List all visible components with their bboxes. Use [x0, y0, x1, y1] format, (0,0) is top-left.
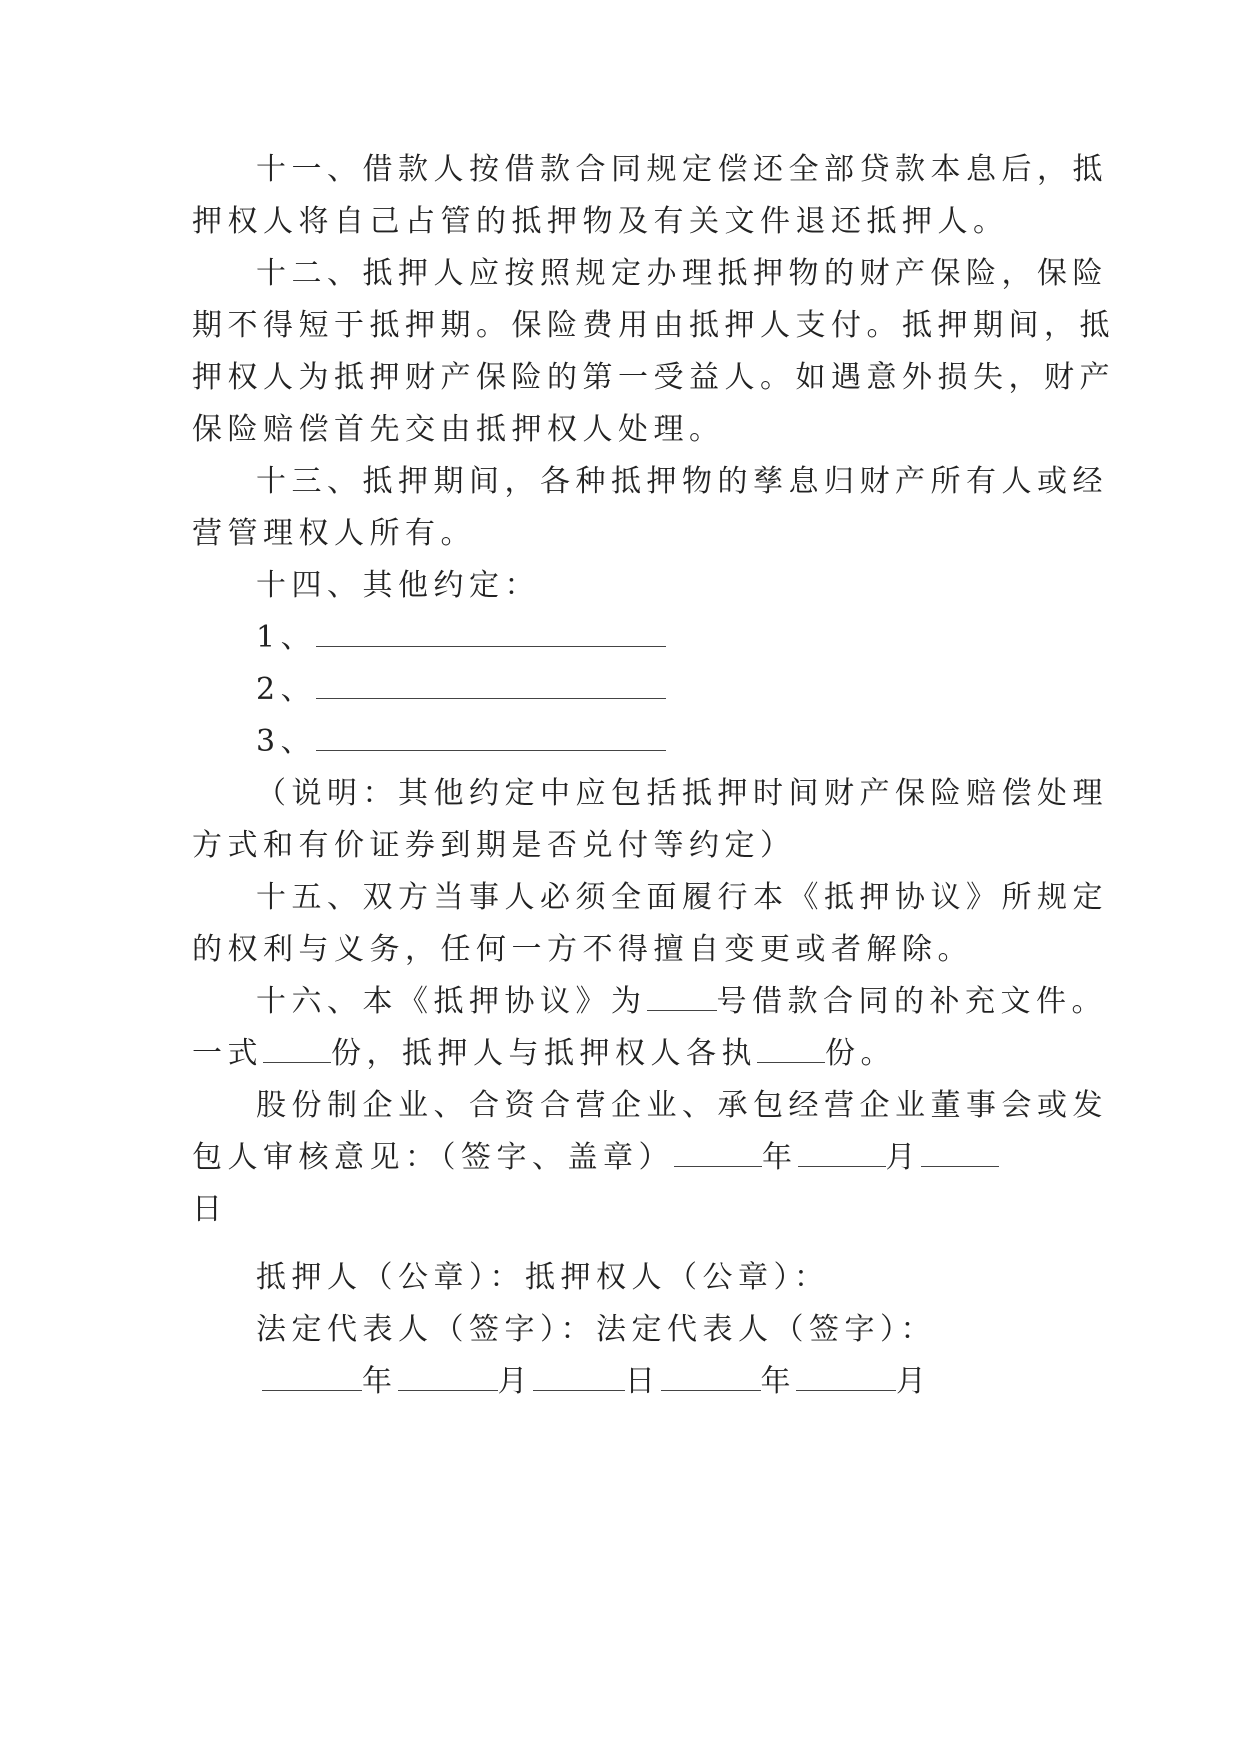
clause-12-line-3: 押权人为抵押财产保险的第一受益人。如遇意外损失，财产: [192, 360, 1115, 395]
year-blank: [661, 1364, 761, 1391]
year-label: 年: [762, 1140, 798, 1175]
item-number: 1、: [256, 620, 317, 655]
signature-seal-line: 抵押人（公章）：抵押权人（公章）：: [256, 1260, 830, 1295]
clause-16-text-e: 份。: [825, 1036, 896, 1071]
year-blank: [262, 1364, 362, 1391]
day-blank: [921, 1140, 999, 1167]
clause-16-text-a: 十六、本《抵押协议》为: [256, 984, 647, 1019]
contract-number-blank: [647, 984, 717, 1011]
day-label: 日: [625, 1364, 661, 1399]
month-label: 月: [885, 1140, 921, 1175]
review-text: 包人审核意见：（签字、盖章）: [192, 1140, 674, 1175]
year-label: 年: [362, 1364, 398, 1399]
clause-13-line-1: 十三、抵押期间，各种抵押物的孳息归财产所有人或经: [256, 464, 1108, 499]
review-line-1: 股份制企业、合资合营企业、承包经营企业董事会或发: [256, 1088, 1108, 1123]
month-label: 月: [896, 1364, 932, 1399]
blank-line: [316, 724, 666, 751]
copies-blank: [263, 1036, 331, 1063]
clause-16-line-1: [256, 982, 1107, 1022]
clause-12-line-4: 保险赔偿首先交由抵押权人处理。: [192, 412, 725, 447]
signature-representative-line: 法定代表人（签字）：法定代表人（签字）：: [256, 1312, 936, 1347]
review-line-2: [192, 1138, 999, 1178]
each-copies-blank: [757, 1036, 825, 1063]
blank-line: [316, 672, 666, 699]
clause-16-text-d: 份，抵押人与抵押权人各执: [331, 1036, 757, 1071]
other-agreement-item-2: [256, 670, 666, 710]
day-blank: [533, 1364, 625, 1391]
clause-13-line-2: 营管理权人所有。: [192, 516, 476, 551]
note-line-2: 方式和有价证券到期是否兑付等约定）: [192, 828, 796, 863]
year-label: 年: [760, 1364, 796, 1399]
clause-14-heading: 十四、其他约定：: [256, 568, 540, 603]
clause-16-line-2: [192, 1034, 896, 1074]
year-blank: [674, 1140, 762, 1167]
other-agreement-item-3: [256, 722, 666, 762]
other-agreement-item-1: [256, 618, 666, 658]
blank-line: [316, 620, 666, 647]
clause-12-line-1: 十二、抵押人应按照规定办理抵押物的财产保险，保险: [256, 256, 1108, 291]
item-number: 3、: [256, 724, 317, 759]
month-blank: [796, 1364, 896, 1391]
clause-16-text-b: 号借款合同的补充文件。: [716, 984, 1107, 1019]
month-label: 月: [497, 1364, 533, 1399]
clause-15-line-1: 十五、双方当事人必须全面履行本《抵押协议》所规定: [256, 880, 1108, 915]
clause-11-line-2: 押权人将自己占管的抵押物及有关文件退还抵押人。: [192, 204, 1009, 239]
clause-12-line-2: 期不得短于抵押期。保险费用由抵押人支付。抵押期间，抵: [192, 308, 1115, 343]
clause-11-line-1: 十一、借款人按借款合同规定偿还全部贷款本息后，抵: [256, 152, 1108, 187]
month-blank: [398, 1364, 498, 1391]
note-line-1: （说明：其他约定中应包括抵押时间财产保险赔偿处理: [256, 776, 1108, 811]
date-line: [262, 1362, 932, 1402]
clause-16-text-c: 一式: [192, 1036, 263, 1071]
month-blank: [798, 1140, 886, 1167]
review-line-3: 日: [192, 1192, 228, 1227]
item-number: 2、: [256, 672, 317, 707]
clause-15-line-2: 的权利与义务，任何一方不得擅自变更或者解除。: [192, 932, 973, 967]
